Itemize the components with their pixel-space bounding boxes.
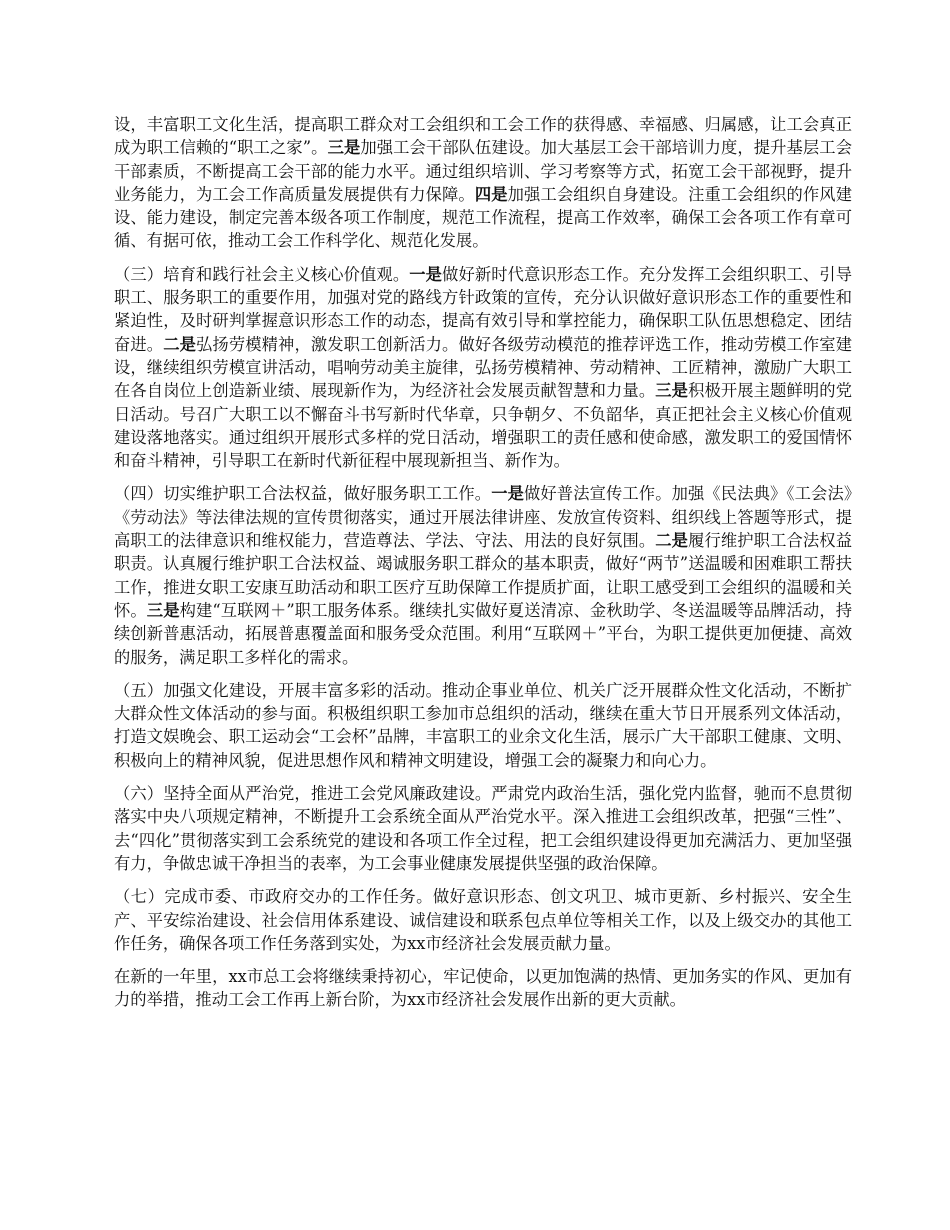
text-run: 做好普法宣传工作。加强《民法典》《工会法》《劳动法》等法律法规的宣传贯彻落实，通过开展法律讲座、发放宣传资料、组织线上答题等形式，提高职工的法律意识和维权能力，营造尊法、学法、守法、用法的良好氛围。 [114,484,852,551]
paragraph-2 [114,263,852,473]
bold-lead-phrase: 一是 [491,484,524,504]
text-run: 设，丰富职工文化生活，提高职工群众对工会组织和工会工作的获得感、幸福感、归属感，让工会真正成为职工信赖的“职工之家”。 [114,115,852,158]
paragraph-5 [114,782,852,875]
text-run: （七）完成市委、市政府交办的工作任务。做好意识形态、创文巩卫、城市更新、乡村振兴、安全生产、平安综治建设、社会信用体系建设、诚信建设和联系包点单位等相关工作，以及上级交办的其他工作任务，确保各项工作任务落到实处，为xx市经济社会发展贡献力量。 [114,887,852,953]
text-run: 做好新时代意识形态工作。充分发挥工会组织职工、引导职工、服务职工的重要作用，加强对党的路线方针政策的宣传，充分认识做好意识形态工作的重要性和紧迫性，及时研判掌握意识形态工作的动态，提高有效引导和掌控能力，确保职工队伍思想稳定、团结奋进。 [114,264,852,354]
text-run: （四）切实维护职工合法权益，做好服务职工工作。 [114,484,492,504]
bold-lead-phrase: 二是 [655,531,689,551]
paragraph-1 [114,113,852,253]
paragraph-7 [114,965,852,1012]
text-run: （五）加强文化建设，开展丰富多彩的活动。推动企事业单位、机关广泛开展群众性文化活动，不断扩大群众性文体活动的参与面。积极组织职工参加市总组织的活动，继续在重大节日开展系列文体活动，打造文娱晚会、职工运动会“工会杯”品牌，丰富职工的业余文化生活，展示广大干部职工健康、文明、积极向上的精神风貌，促进思想作风和精神文明建设，增强工会的凝聚力和向心力。 [114,680,852,770]
text-run: 积极开展主题鲜明的党日活动。号召广大职工以不懈奋斗书写新时代华章，只争朝夕、不负韶华，真正把社会主义核心价值观建设落地落实。通过组织开展形式多样的党日活动，增强职工的责任感和使命感，激发职工的爱国情怀和奋斗精神，引导职工在新时代新征程中展现新担当、新作为。 [114,381,852,471]
bold-lead-phrase: 三是 [327,138,361,158]
text-run: 履行维护职工合法权益职责。认真履行维护职工合法权益、竭诚服务职工群众的基本职责，做好“两节”送温暖和困难职工帮扶工作，推进女职工安康互助活动和职工医疗互助保障工作提质扩面，让职工感受到工会组织的温暖和关怀。 [114,531,852,620]
text-run: （六）坚持全面从严治党，推进工会党风廉政建设。严肃党内政治生活，强化党内监督，驰而不息贯彻落实中央八项规定精神，不断提升工会系统全面从严治党水平。深入推进工会组织改革，把强“三性”、去“四化”贯彻落实到工会系统党的建设和各项工作全过程，把工会组织建设得更加充满活力、更加坚强有力，争做忠诚干净担当的表率，为工会事业健康发展提供坚强的政治保障。 [114,784,852,873]
bold-lead-phrase: 一是 [409,264,443,284]
text-run: 构建“互联网＋”职工服务体系。继续扎实做好夏送清凉、金秋助学、冬送温暖等品牌活动，持续创新普惠活动，拓展普惠覆盖面和服务受众范围。利用“互联网＋”平台，为职工提供更加便捷、高效的服务，满足职工多样化的需求。 [114,600,852,667]
document-body [114,113,852,1022]
text-run: 加强工会干部队伍建设。加大基层工会干部培训力度，提升基层工会干部素质，不断提高工会干部的能力水平。通过组织培训、学习考察等方式，拓宽工会干部视野，提升业务能力，为工会工作高质量发展提供有力保障。 [114,138,852,204]
text-run: 弘扬劳模精神，激发职工创新活力。做好各级劳动模范的推荐评选工作，推动劳模工作室建设，继续组织劳模宣讲活动，唱响劳动美主旋律，弘扬劳模精神、劳动精神、工匠精神，激励广大职工在各自岗位上创造新业绩、展现新作为，为经济社会发展贡献智慧和力量。 [114,334,852,401]
paragraph-4 [114,679,852,772]
bold-lead-phrase: 二是 [163,334,197,354]
paragraph-6 [114,885,852,955]
bold-lead-phrase: 三是 [146,600,180,620]
text-run: 在新的一年里，xx市总工会将继续秉持初心，牢记使命，以更加饱满的热情、更加务实的作风、更加有力的举措，推动工会工作再上新台阶，为xx市经济社会发展作出新的更大贡献。 [114,967,852,1010]
bold-lead-phrase: 四是 [474,184,508,204]
bold-lead-phrase: 三是 [655,381,689,401]
text-run: （三）培育和践行社会主义核心价值观。 [114,264,410,284]
paragraph-3 [114,482,852,668]
text-run: 加强工会组织自身建设。注重工会组织的作风建设、能力建设，制定完善本级各项工作制度，规范工作流程，提高工作效率，确保工会各项工作有章可循、有据可依，推动工会工作科学化、规范化发展。 [114,184,852,251]
